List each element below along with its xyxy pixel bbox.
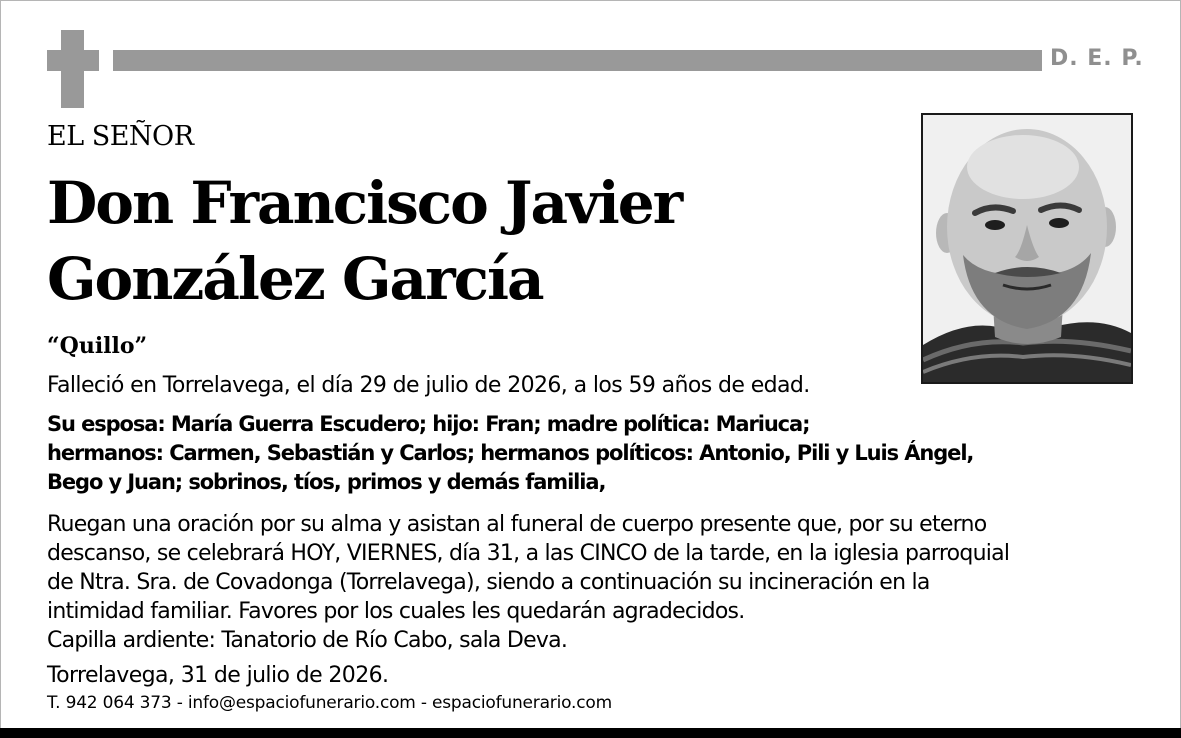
family-list [47,410,1157,497]
name-line-2: González García [47,245,543,313]
funeral-details [47,510,1157,655]
funeral-line: Ruegan una oración por su alma y asistan al funeral de cuerpo presente que, por su eterno [47,512,987,537]
portrait-photo [921,113,1133,384]
deceased-name [47,165,907,317]
funeral-line: Capilla ardiente: Tanatorio de Río Cabo, sala Deva. [47,628,568,653]
family-line: Su esposa: María Guerra Escudero; hijo: Fran; madre política: Mariuca; [47,412,810,436]
funeral-line: descanso, se celebrará HOY, VIERNES, día 31, a las CINCO de la tarde, en la iglesia parroquial [47,541,1010,566]
nickname: “Quillo” [47,333,148,359]
funeral-line: de Ntra. Sra. de Covadonga (Torrelavega), siendo a continuación su incineración en la [47,570,930,595]
dep-label: D. E. P. [1050,46,1144,71]
header-bar [113,50,1042,71]
family-line: Bego y Juan; sobrinos, tíos, primos y demás familia, [47,470,606,494]
title-prefix: EL SEÑOR [47,121,194,152]
place-date: Torrelavega, 31 de julio de 2026. [47,663,389,688]
contact-info: T. 942 064 373 - info@espaciofunerario.com - espaciofunerario.com [47,693,612,713]
bottom-rule [0,728,1181,738]
funeral-line: intimidad familiar. Favores por los cuales les quedarán agradecidos. [47,599,745,624]
name-line-1: Don Francisco Javier [47,169,682,237]
portrait-image [923,115,1131,382]
death-notice: Falleció en Torrelavega, el día 29 de julio de 2026, a los 59 años de edad. [47,373,810,398]
cross-icon-arm [47,50,99,71]
family-line: hermanos: Carmen, Sebastián y Carlos; hermanos políticos: Antonio, Pili y Luis Ángel, [47,441,974,465]
